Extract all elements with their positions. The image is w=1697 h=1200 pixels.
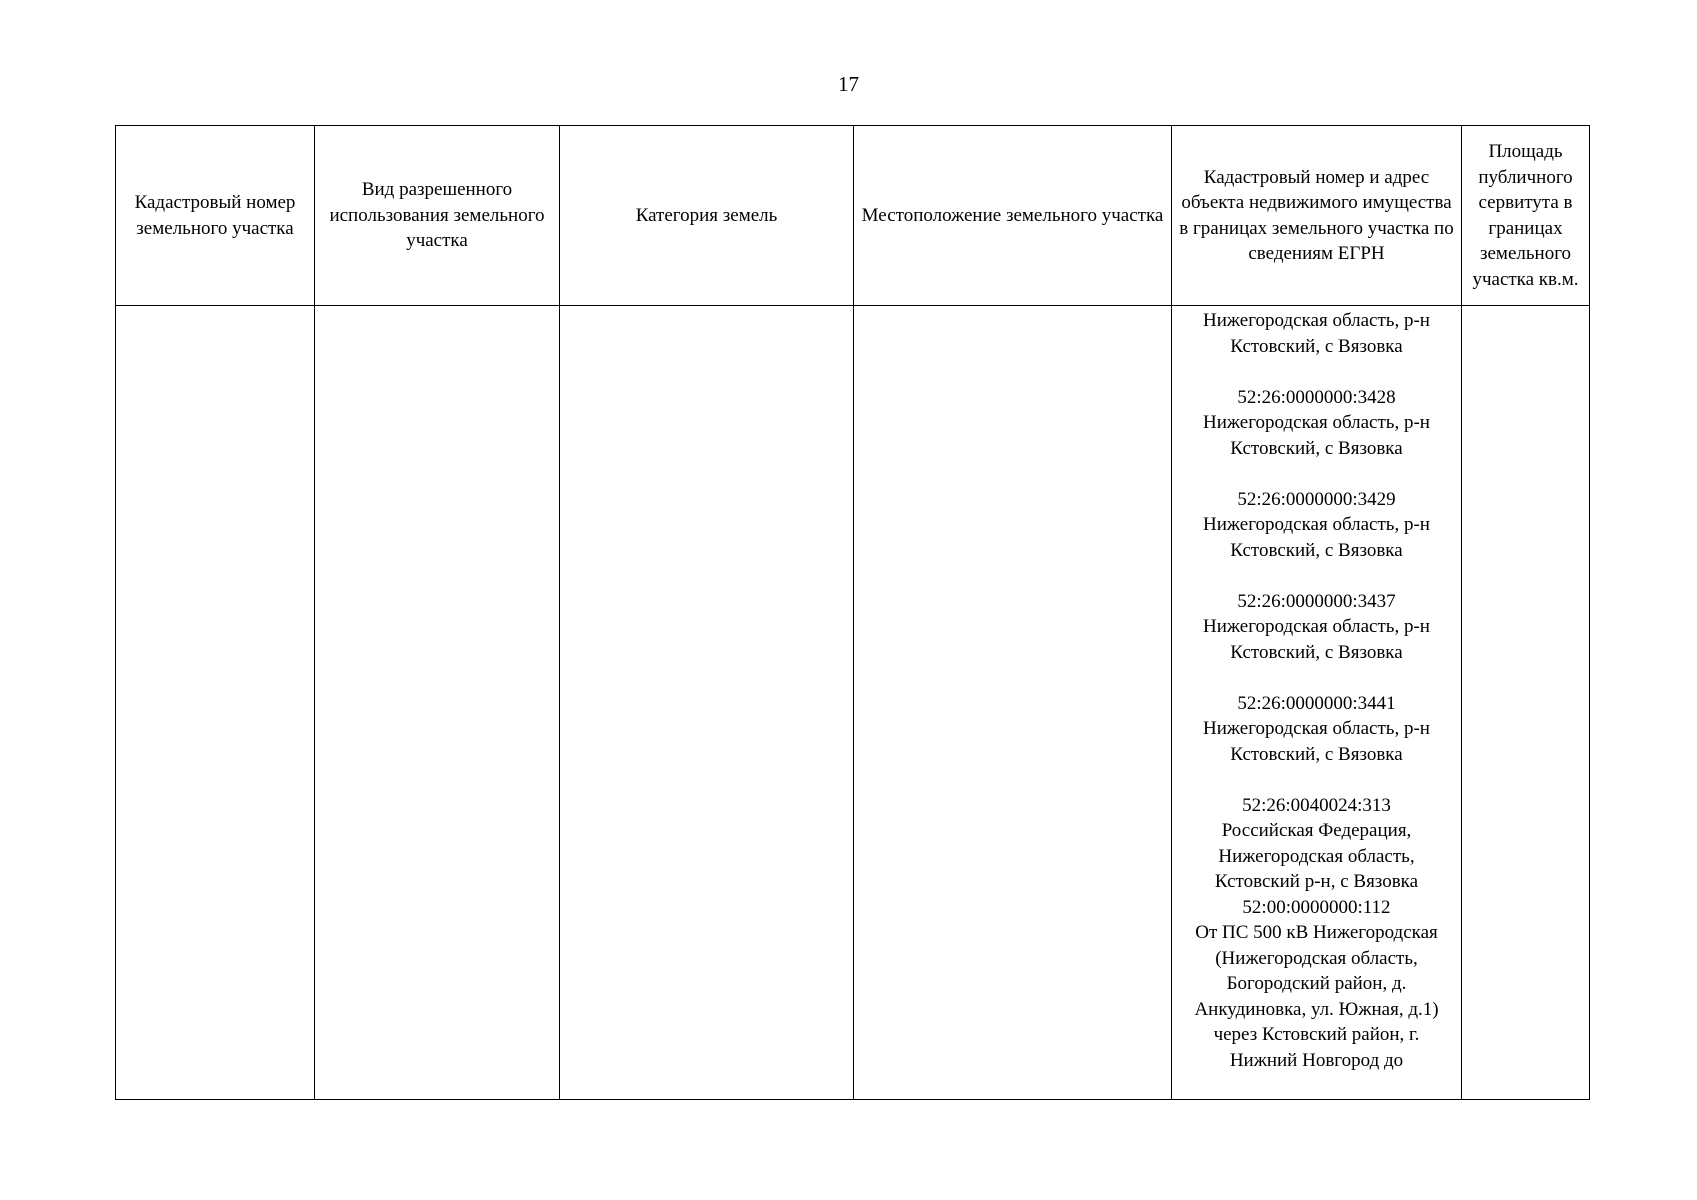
cell-location — [854, 306, 1172, 1100]
object-spacer — [1178, 767, 1455, 793]
cell-objects — [1172, 306, 1462, 1100]
header-objects: Кадастровый номер и адрес объекта недвижимого имущества в границах земельного участка по сведениям ЕГРН — [1172, 126, 1462, 306]
object-entry: 52:26:0000000:3441 — [1237, 692, 1396, 714]
header-location: Местоположение земельного участка — [854, 126, 1172, 306]
header-row — [116, 126, 1590, 306]
object-entry: 52:26:0000000:3429 — [1237, 488, 1396, 510]
object-entry: Нижегородская область, р-н Кстовский, с Вязовка — [1203, 616, 1430, 663]
cell-cadastral-number — [116, 306, 315, 1100]
object-entry: Нижегородская область, р-н Кстовский, с Вязовка — [1203, 718, 1430, 765]
object-entry: 52:26:0000000:3437 — [1237, 590, 1396, 612]
object-entry: Российская Федерация, Нижегородская область, Кстовский р-н, с Вязовка — [1214, 820, 1419, 892]
header-easement-area: Площадь публичного сервитута в границах земельного участка кв.м. — [1462, 126, 1590, 306]
object-entry: 52:00:0000000:112 — [1242, 896, 1391, 918]
objects-list — [1178, 306, 1455, 1099]
header-land-category: Категория земель — [560, 126, 854, 306]
object-entry: Нижегородская область, р-н Кстовский, с Вязовка — [1203, 310, 1430, 357]
object-spacer — [1178, 461, 1455, 487]
header-permitted-use: Вид разрешенного использования земельного участка — [315, 126, 560, 306]
header-cadastral-number: Кадастровый номер земельного участка — [116, 126, 315, 306]
object-entry: 52:26:0000000:3428 — [1237, 386, 1396, 408]
table-row — [116, 306, 1590, 1100]
object-entry: От ПС 500 кВ Нижегородская (Нижегородская область, Богородский район, д. Анкудиновка, ул. Южная, д.1) через Кстовский район, г. Нижний Новгород до — [1194, 922, 1439, 1071]
object-spacer — [1178, 563, 1455, 589]
object-spacer — [1178, 359, 1455, 385]
object-entry: 52:26:0040024:313 — [1242, 794, 1391, 816]
object-entry: Нижегородская область, р-н Кстовский, с Вязовка — [1203, 412, 1430, 459]
object-entry: Нижегородская область, р-н Кстовский, с Вязовка — [1203, 514, 1430, 561]
servitude-table — [115, 125, 1590, 1100]
page-number: 17 — [838, 72, 859, 96]
cell-permitted-use — [315, 306, 560, 1100]
cell-land-category — [560, 306, 854, 1100]
cell-easement-area — [1462, 306, 1590, 1100]
object-spacer — [1178, 665, 1455, 691]
